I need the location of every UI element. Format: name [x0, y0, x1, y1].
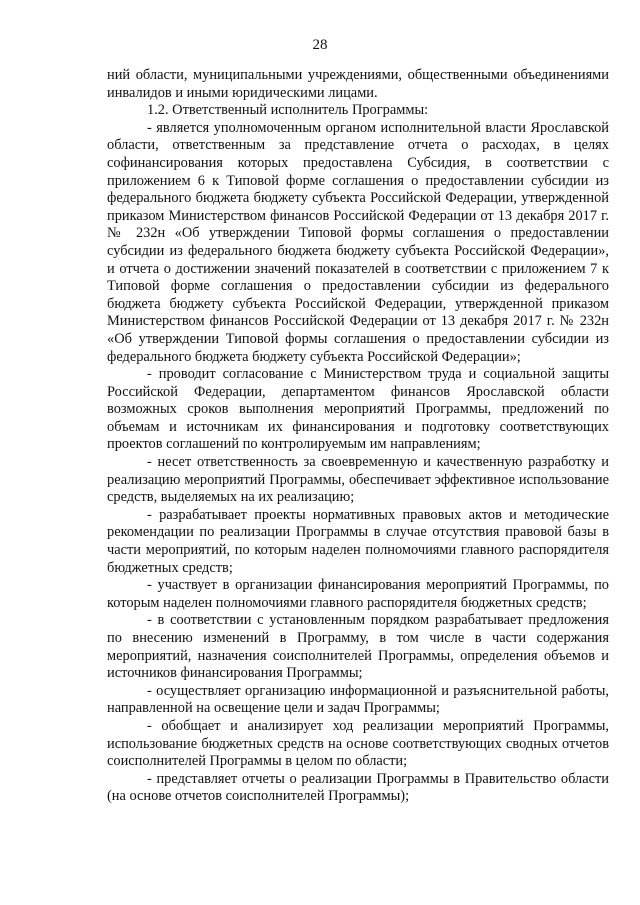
paragraph-reports: - представляет отчеты о реализации Программы в Правительство области (на основе отчетов соисполнителей Программы);	[107, 770, 609, 805]
paragraph-authorized-body: - является уполномоченным органом исполнительной власти Ярославской области, ответственным за представление отчета о расходах, в целях софинансирования которых предоставлена Субсидия, в соответствии с приложением 6 к Типовой форме соглашения о предоставлении субсидии из федерального бюджета бюджету субъекта Российской Федерации, утвержденной приказом Министерством финансов Российской Федерации от 13 декабря 2017 г. № 232н «Об утверждении Типовой формы соглашения о предоставлении субсидии из федерального бюджета бюджету субъекта Российской Федерации», и отчета о достижении значений показателей в соответствии с приложением 7 к Типовой форме соглашения о предоставлении субсидии из федерального бюджета бюджету субъекта Российской Федерации, утвержденной приказом Министерством финансов Российской Федерации от 13 декабря 2017 г. № 232н «Об утверждении Типовой формы соглашения о предоставлении субсидии из федерального бюджета бюджету субъекта Российской Федерации»;	[107, 119, 609, 365]
paragraph-analysis: - обобщает и анализирует ход реализации мероприятий Программы, использование бюджетных средств на основе соответствующих сводных отчетов соисполнителей Программы в целом по области;	[107, 717, 609, 770]
page-number: 28	[312, 37, 328, 53]
paragraph-continuation: ний области, муниципальными учреждениями, общественными объединениями инвалидов и иными юридическими лицами.	[107, 67, 609, 101]
paragraph-regulatory-drafts: - разрабатывает проекты нормативных правовых актов и методические рекомендации по реализации Программы в случае отсутствия правовой базы в части мероприятий, по которым наделен полномочиями главного распорядителя бюджетных средств;	[107, 506, 609, 576]
section-heading-1-2: 1.2. Ответственный исполнитель Программы:	[147, 102, 429, 119]
paragraph-responsibility: - несет ответственность за своевременную и качественную разработку и реализацию мероприятий Программы, обеспечивает эффективное использование средств, выделяемых на их реализацию;	[107, 454, 609, 506]
paragraph-amendments: - в соответствии с установленным порядком разрабатывает предложения по внесению изменений в Программу, в том числе в части содержания мероприятий, назначения соисполнителей Программы, определения объемов и источников финансирования Программы;	[107, 612, 609, 682]
paragraph-coordination: - проводит согласование с Министерством труда и социальной защиты Российской Федерации, департаментом финансов Ярославской области возможных сроков выполнения мероприятий Программы, предложений по объемам и источникам их финансирования и подготовку соответствующих проектов соглашений по контролируемым им направлениям;	[107, 366, 609, 453]
paragraph-financing: - участвует в организации финансирования мероприятий Программы, по которым наделен полномочиями главного распорядителя бюджетных средств;	[107, 577, 609, 611]
document-body	[107, 67, 609, 806]
paragraph-information-work: - осуществляет организацию информационной и разъяснительной работы, направленной на освещение цели и задач Программы;	[107, 682, 609, 717]
